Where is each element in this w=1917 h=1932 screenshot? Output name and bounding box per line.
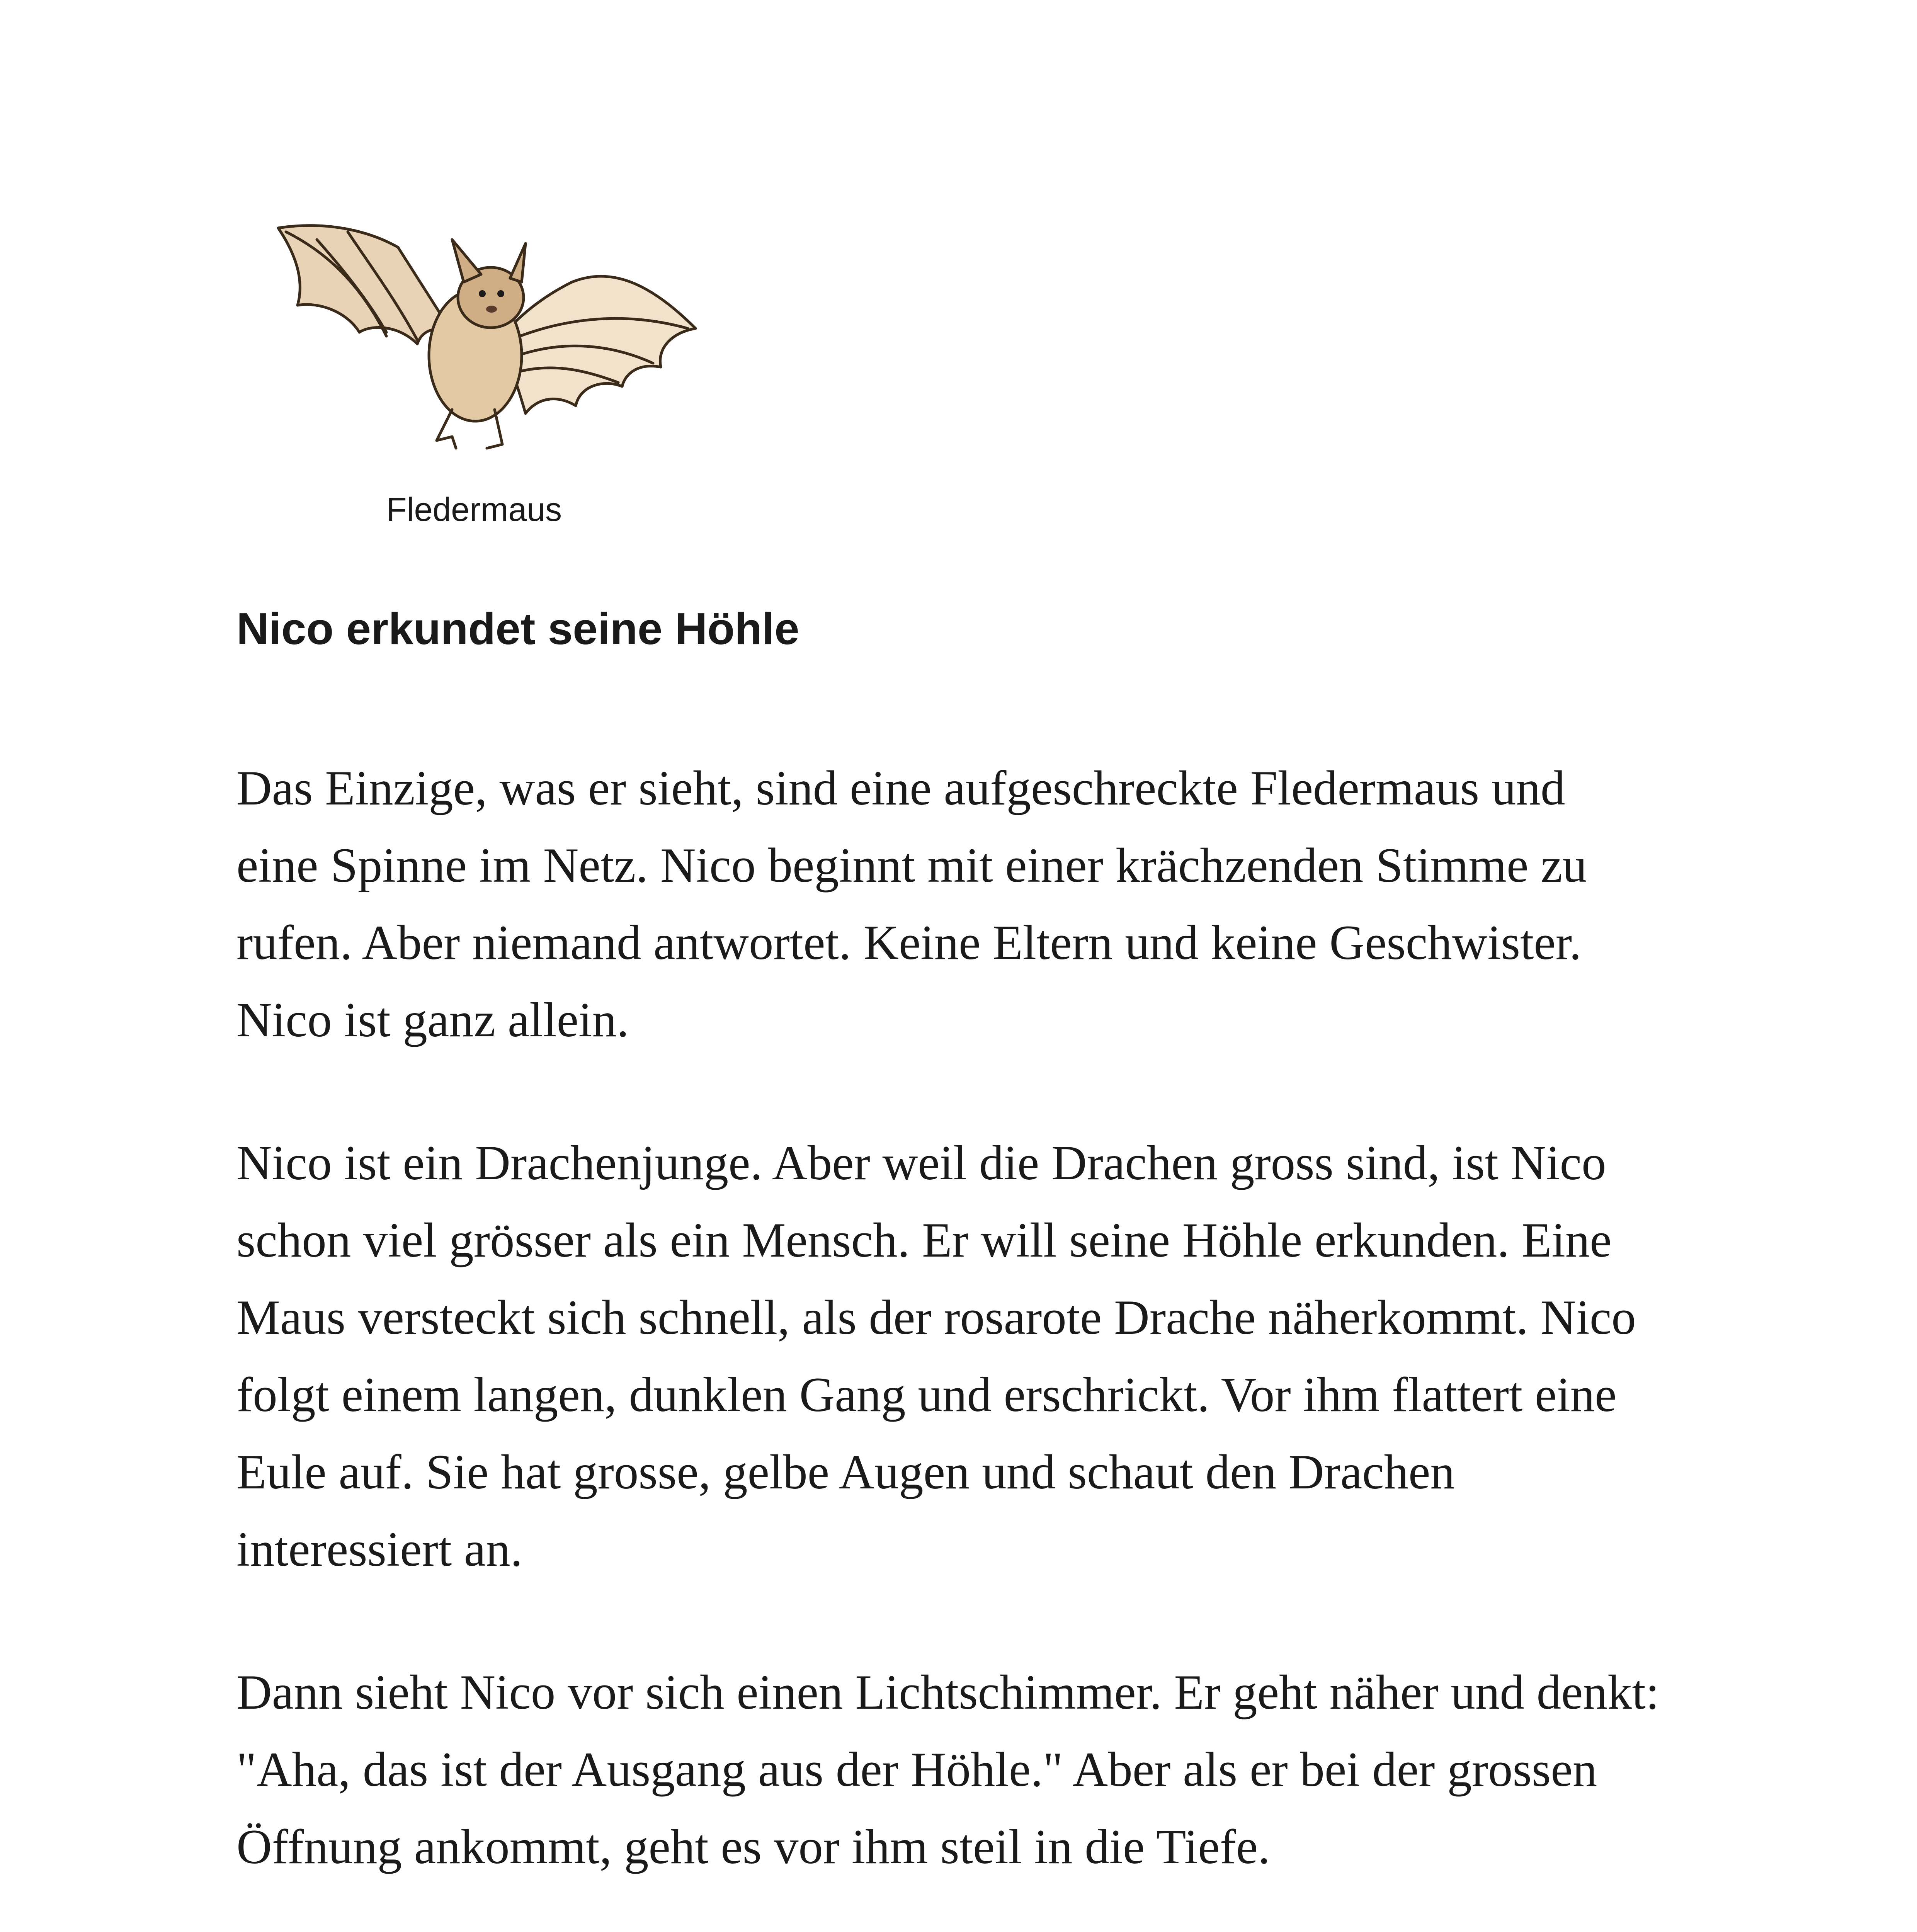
paragraph-line: "Aha, das ist der Ausgang aus der Höhle." Aber als er bei der grossen (236, 1743, 1597, 1797)
paragraph-line: rufen. Aber niemand antwortet. Keine Eltern und keine Geschwister. (236, 916, 1582, 970)
bat-illustration (270, 216, 703, 456)
story-heading: Nico erkundet seine Höhle (236, 604, 799, 654)
paragraph-2 (236, 1124, 1705, 1588)
paragraph-line: Eule auf. Sie hat grosse, gelbe Augen und schaut den Drachen (236, 1445, 1455, 1499)
paragraph-line: eine Spinne im Netz. Nico beginnt mit einer krächzenden Stimme zu (236, 838, 1587, 893)
paragraph-line: interessiert an. (236, 1522, 523, 1577)
paragraph-line: Öffnung ankommt, geht es vor ihm steil in die Tiefe. (236, 1820, 1270, 1874)
paragraph-line: folgt einem langen, dunklen Gang und erschrickt. Vor ihm flattert eine (236, 1368, 1617, 1422)
paragraph-line: Maus versteckt sich schnell, als der rosarote Drache näherkommt. Nico (236, 1291, 1636, 1345)
paragraph-line: schon viel grösser als ein Mensch. Er will seine Höhle erkunden. Eine (236, 1213, 1612, 1267)
paragraph-line: Dann sieht Nico vor sich einen Lichtschimmer. Er geht näher und denkt: (236, 1665, 1660, 1719)
paragraph-1 (236, 750, 1705, 1059)
bat-caption: Fledermaus (386, 491, 562, 528)
paragraph-line: Nico ist ein Drachenjunge. Aber weil die Drachen gross sind, ist Nico (236, 1136, 1606, 1190)
paragraph-line: Nico ist ganz allein. (236, 993, 629, 1047)
paragraph-line: Das Einzige, was er sieht, sind eine aufgeschreckte Fledermaus und (236, 761, 1565, 815)
paragraph-3 (236, 1654, 1705, 1886)
